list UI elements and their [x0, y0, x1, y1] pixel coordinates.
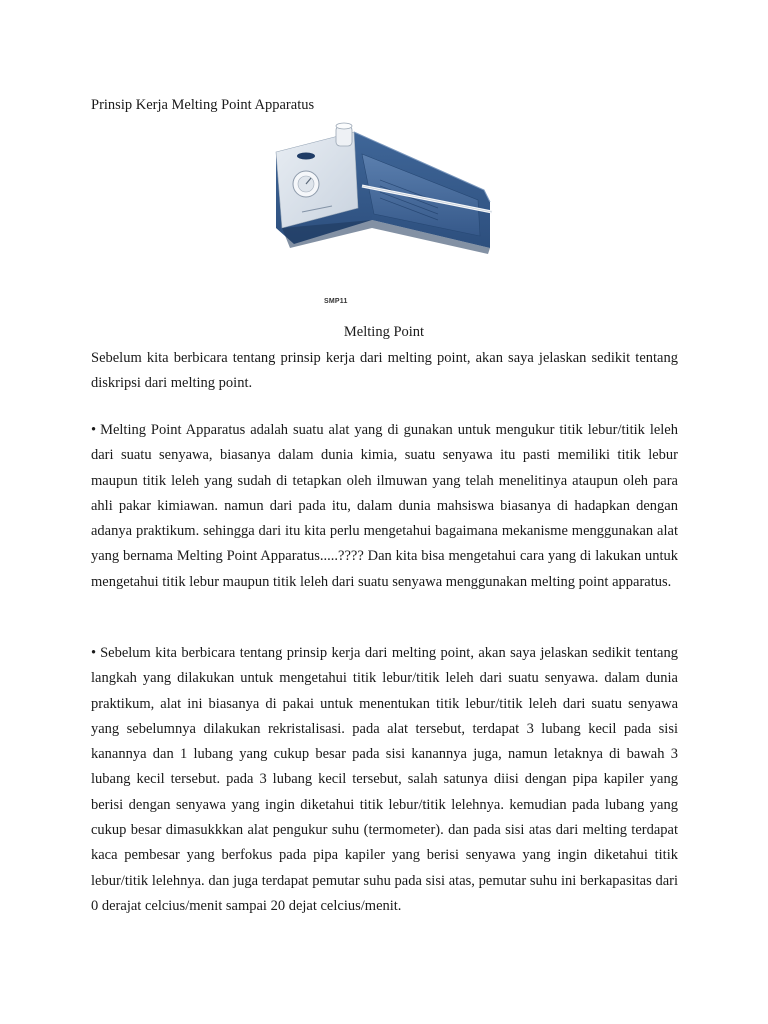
bullet-symbol: • [91, 422, 97, 438]
bullet-paragraph-2-text: Sebelum kita berbicara tentang prinsip kerja dari melting point, akan saya jelaskan sedikit tentang langkah yang dilakukan untuk mengetahui titik lebur/titik leleh dari suatu senyawa. dalam dunia praktikum, alat ini biasanya di pakai untuk menentukan titik lebur/titik leleh dari suatu senyawa yang sebelumnya dilakukan rekristalisasi. pada alat tersebut, terdapat 3 lubang kecil pada sisi kanannya dan 1 lubang yang cukup besar pada sisi kanannya juga, namun letaknya di bawah 3 lubang kecil tersebut. pada 3 lubang kecil tersebut, salah satunya diisi dengan pipa kapiler yang berisi dengan senyawa yang ingin diketahui titik lebur/titik lelehnya. kemudian pada lubang yang cukup besar dimasukkkan alat pengukur suhu (termometer). dan pada sisi atas dari melting terdapat kaca pembesar yang berfokus pada pipa kapiler yang berisi senyawa yang ingin diketahui titik lebur/titik lelehnya. dan juga terdapat pemutar suhu pada sisi atas, pemutar suhu ini berkapasitas dari 0 derajat celcius/menit sampai 20 dejat celcius/menit. [91, 645, 678, 914]
intro-paragraph: Sebelum kita berbicara tentang prinsip kerja dari melting point, akan saya jelaskan sedikit tentang diskripsi dari melting point. [91, 350, 678, 392]
figure-label: SMP11 [324, 298, 348, 305]
bullet-paragraph-1 [91, 418, 678, 595]
bullet-symbol: • [91, 645, 97, 661]
document-title: Prinsip Kerja Melting Point Apparatus [91, 97, 315, 113]
bullet-paragraph-2 [91, 641, 678, 919]
bullet-paragraph-1-text: Melting Point Apparatus adalah suatu alat yang di gunakan untuk mengukur titik lebur/titik leleh dari suatu senyawa, biasanya dalam dunia kimia, suatu senyawa itu pasti memiliki titik lebur maupun titik leleh yang sudah di tetapkan oleh ilmuwan yang telah menelitinya ataupun oleh para ahli pakar kimiawan. namun dari pada itu, dalam dunia mahsiswa biasanya di hadapkan dengan adanya praktikum. sehingga dari itu kita perlu mengetahui bagaimana mekanisme menggunakan alat yang bernama Melting Point Apparatus.....???? Dan kita bisa mengetahui cara yang di lakukan untuk mengetahui titik lebur maupun titik leleh dari suatu senyawa menggunakan melting point apparatus. [91, 422, 678, 590]
figure-caption: Melting Point [343, 324, 425, 340]
melting-point-apparatus-image [262, 116, 498, 316]
